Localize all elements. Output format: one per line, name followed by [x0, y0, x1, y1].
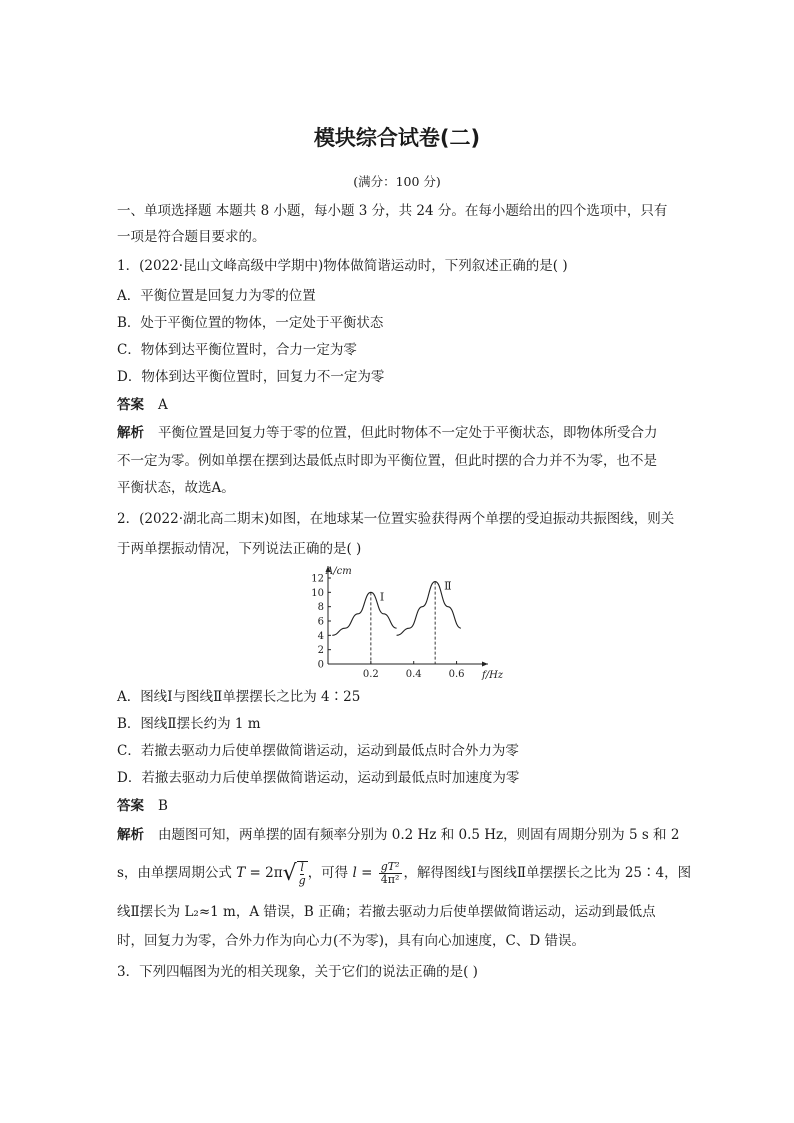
question-1-option-a: A．平衡位置是回复力为零的位置 [117, 288, 316, 304]
analysis-label: 解析 [117, 425, 144, 441]
question-2-analysis-line4: 时，回复力为零，合外力作为向心力(不为零)，具有向心加速度，C、D 错误。 [117, 933, 585, 949]
y-tick-label: 10 [311, 587, 324, 599]
text: = 2π [245, 865, 283, 881]
full-score: (满分：100 分) [353, 174, 441, 189]
x-tick-label: 0.4 [405, 669, 422, 680]
text: s，由单摆周期公式 [117, 865, 237, 881]
text: = [356, 865, 377, 881]
fraction-den: 4π² [380, 873, 400, 886]
page-title: 模块综合试卷(二) [313, 126, 481, 150]
symbol-T: T [236, 865, 246, 881]
radicand-num: l [300, 860, 304, 874]
question-2-analysis-line2 [117, 856, 691, 890]
y-tick-label: 0 [317, 659, 324, 671]
analysis-text: 平衡位置是回复力等于零的位置，但此时物体不一定处于平衡状态，即物体所受合力 [158, 425, 658, 441]
x-axis-arrow [482, 662, 488, 667]
answer-value: B [158, 798, 168, 814]
question-2-analysis-line1 [117, 826, 679, 844]
question-1-stem: 1．(2022·昆山文峰高级中学期中)物体做简谐运动时，下列叙述正确的是( ) [117, 258, 568, 274]
y-axis-label: A/cm [326, 566, 352, 577]
series-label-1: Ⅰ [379, 590, 385, 604]
y-tick-label: 6 [317, 616, 324, 628]
question-2-option-c: C．若撤去驱动力后使单摆做简谐运动，运动到最低点时合外力为零 [117, 743, 519, 759]
y-tick-label: 4 [317, 630, 324, 642]
radicand-den: g [298, 873, 306, 887]
question-3-stem: 3．下列四幅图为光的相关现象，关于它们的说法正确的是( ) [117, 964, 478, 980]
question-1-option-b: B．处于平衡位置的物体，一定处于平衡状态 [117, 315, 384, 331]
fraction [379, 861, 402, 886]
x-tick-label: 0.2 [362, 669, 379, 680]
resonance-chart [300, 562, 504, 684]
question-1-analysis-line1 [117, 424, 658, 442]
sqrt-formula [283, 861, 308, 887]
question-1-answer [117, 396, 168, 414]
question-1-analysis-line3: 平衡状态，故选A。 [117, 480, 235, 496]
question-2-stem-line1: 2．(2022·湖北高二期末)如图，在地球某一位置实验获得两个单摆的受迫振动共振图线，则关 [117, 511, 675, 527]
answer-value: A [158, 397, 168, 413]
fraction-num: gT² [380, 860, 400, 873]
question-2-analysis-line3: 线Ⅱ摆长为 L₂≈1 m，A 错误，B 正确；若撤去驱动力后使单摆做简谐运动，运动到最低点 [117, 904, 656, 920]
sqrt-sign: √ [282, 860, 297, 886]
radicand [297, 861, 308, 887]
text: ，解得图线Ⅰ与图线Ⅱ单摆摆长之比为 25∶4，图 [403, 865, 692, 881]
answer-label: 答案 [117, 397, 144, 413]
question-2-option-d: D．若撤去驱动力后使单摆做简谐运动，运动到最低点时加速度为零 [117, 770, 520, 786]
answer-label: 答案 [117, 798, 144, 814]
x-axis-label: f/Hz [482, 670, 504, 681]
curve-series-1 [332, 592, 396, 635]
question-2-option-b: B．图线Ⅱ摆长约为 1 m [117, 716, 261, 732]
question-1-analysis-line2: 不一定为零。例如单摆在摆到达最低点时即为平衡位置，但此时摆的合力并不为零，也不是 [117, 453, 657, 469]
symbol-l: l [352, 865, 357, 881]
x-tick-label: 0.6 [448, 669, 465, 680]
y-tick-label: 2 [317, 645, 324, 657]
question-2-answer [117, 797, 168, 815]
y-tick-label: 12 [311, 573, 324, 585]
analysis-label: 解析 [117, 827, 144, 843]
question-1-option-c: C．物体到达平衡位置时，合力一定为零 [117, 342, 357, 358]
question-2-option-a: A．图线Ⅰ与图线Ⅱ单摆摆长之比为 4∶25 [117, 689, 361, 705]
text: ，可得 [307, 865, 353, 881]
section-heading-line1: 一、单项选择题 本题共 8 小题，每小题 3 分，共 24 分。在每小题给出的四个选项中，只有 [117, 203, 668, 219]
section-heading-line2: 一项是符合题目要求的。 [117, 229, 266, 245]
series-label-2: Ⅱ [444, 579, 452, 593]
y-tick-label: 8 [317, 602, 324, 614]
question-2-stem-line2: 于两单摆振动情况，下列说法正确的是( ) [117, 541, 362, 557]
question-1-option-d: D．物体到达平衡位置时，回复力不一定为零 [117, 369, 385, 385]
analysis-text: 由题图可知，两单摆的固有频率分别为 0.2 Hz 和 0.5 Hz，则固有周期分别为 5 s 和 2 [158, 827, 680, 843]
